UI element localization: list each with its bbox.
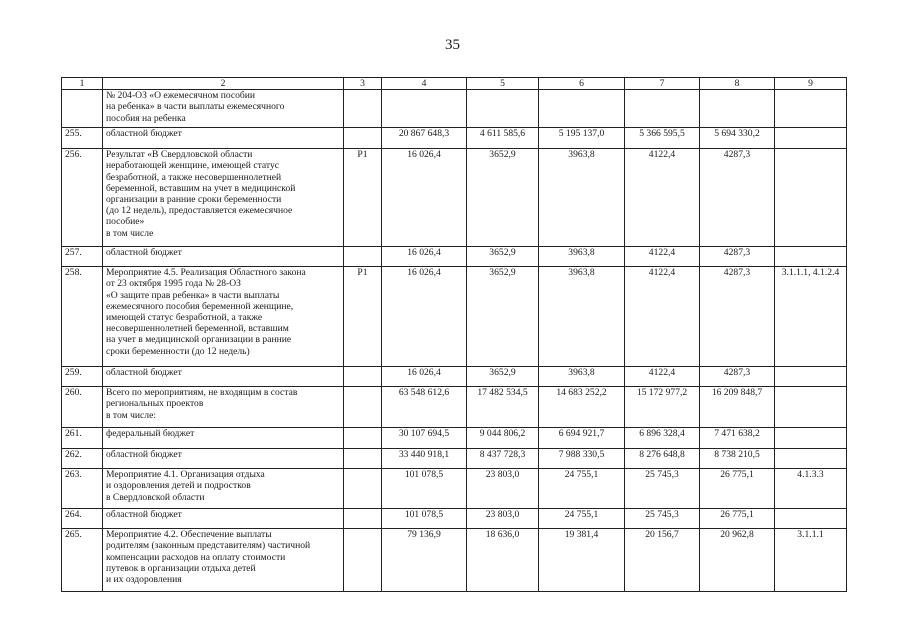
row-description: Мероприятие 4.5. Реализация Областного закона от 23 октября 1995 года № 28-ОЗ «О защите прав ребенка» в части выплаты ежемесячного пособия беременной женщине, имеющей статус безработной, а также несовершеннолетней беременной, вставшим на учет в медицинской организации в ранние сроки беременности (до 12 недель) bbox=[103, 267, 344, 367]
cell-year-3: 6 896 328,4 bbox=[625, 428, 700, 449]
cell-total bbox=[382, 90, 467, 128]
cell-year-2: 24 755,1 bbox=[539, 509, 625, 529]
cell-target-ref bbox=[775, 128, 847, 149]
cell-year-4: 5 694 330,2 bbox=[700, 128, 775, 149]
cell-year-2: 7 988 330,5 bbox=[539, 449, 625, 469]
cell-year-1: 4 611 585,6 bbox=[467, 128, 539, 149]
budget-table bbox=[61, 77, 847, 592]
table-row bbox=[62, 367, 847, 387]
cell-target-ref bbox=[775, 90, 847, 128]
cell-total: 33 440 918,1 bbox=[382, 449, 467, 469]
row-number: 257. bbox=[62, 247, 103, 267]
row-number: 262. bbox=[62, 449, 103, 469]
cell-code bbox=[344, 247, 382, 267]
cell-code: Р1 bbox=[344, 267, 382, 367]
cell-total: 16 026,4 bbox=[382, 267, 467, 367]
cell-target-ref: 4.1.3.3 bbox=[775, 469, 847, 509]
row-number: 261. bbox=[62, 428, 103, 449]
column-number: 9 bbox=[775, 78, 847, 90]
column-number: 5 bbox=[467, 78, 539, 90]
cell-year-1: 18 636,0 bbox=[467, 529, 539, 592]
table-row bbox=[62, 247, 847, 267]
cell-year-1: 3652,9 bbox=[467, 367, 539, 387]
cell-year-3: 5 366 595,5 bbox=[625, 128, 700, 149]
cell-year-4: 8 738 210,5 bbox=[700, 449, 775, 469]
cell-total: 16 026,4 bbox=[382, 247, 467, 267]
cell-year-2: 5 195 137,0 bbox=[539, 128, 625, 149]
table-row bbox=[62, 267, 847, 367]
row-description: Мероприятие 4.2. Обеспечение выплаты родителям (законным представителям) частичной компенсации расходов на оплату стоимости путевок в организации отдыха детей и их оздоровления bbox=[103, 529, 344, 592]
cell-year-1 bbox=[467, 90, 539, 128]
cell-target-ref bbox=[775, 247, 847, 267]
cell-year-2: 24 755,1 bbox=[539, 469, 625, 509]
page-number: 35 bbox=[445, 37, 460, 53]
cell-target-ref bbox=[775, 449, 847, 469]
cell-year-1: 3652,9 bbox=[467, 149, 539, 247]
cell-target-ref bbox=[775, 367, 847, 387]
cell-year-4: 4287,3 bbox=[700, 367, 775, 387]
row-number: 259. bbox=[62, 367, 103, 387]
row-description: областной бюджет bbox=[103, 449, 344, 469]
row-number: 258. bbox=[62, 267, 103, 367]
cell-total: 101 078,5 bbox=[382, 509, 467, 529]
column-number: 4 bbox=[382, 78, 467, 90]
column-number: 3 bbox=[344, 78, 382, 90]
cell-year-3: 4122,4 bbox=[625, 367, 700, 387]
cell-year-1: 3652,9 bbox=[467, 247, 539, 267]
cell-total: 16 026,4 bbox=[382, 367, 467, 387]
cell-total: 63 548 612,6 bbox=[382, 387, 467, 428]
cell-code bbox=[344, 469, 382, 509]
cell-year-3: 4122,4 bbox=[625, 247, 700, 267]
row-number bbox=[62, 90, 103, 128]
cell-code bbox=[344, 428, 382, 449]
column-number: 7 bbox=[625, 78, 700, 90]
cell-total: 101 078,5 bbox=[382, 469, 467, 509]
cell-total: 16 026,4 bbox=[382, 149, 467, 247]
cell-code bbox=[344, 529, 382, 592]
cell-year-2 bbox=[539, 90, 625, 128]
cell-year-4: 4287,3 bbox=[700, 149, 775, 247]
cell-total: 20 867 648,3 bbox=[382, 128, 467, 149]
cell-year-4: 7 471 638,2 bbox=[700, 428, 775, 449]
cell-year-2: 6 694 921,7 bbox=[539, 428, 625, 449]
cell-year-2: 14 683 252,2 bbox=[539, 387, 625, 428]
table-row bbox=[62, 387, 847, 428]
cell-year-4: 4287,3 bbox=[700, 247, 775, 267]
cell-year-4: 16 209 848,7 bbox=[700, 387, 775, 428]
cell-year-1: 8 437 728,3 bbox=[467, 449, 539, 469]
row-description: Мероприятие 4.1. Организация отдыха и оздоровления детей и подростков в Свердловской области bbox=[103, 469, 344, 509]
cell-code bbox=[344, 128, 382, 149]
cell-year-3: 4122,4 bbox=[625, 267, 700, 367]
cell-year-2: 3963,8 bbox=[539, 149, 625, 247]
column-number-row bbox=[62, 78, 847, 90]
table-row bbox=[62, 149, 847, 247]
cell-year-3: 25 745,3 bbox=[625, 509, 700, 529]
cell-year-1: 17 482 534,5 bbox=[467, 387, 539, 428]
cell-target-ref: 3.1.1.1 bbox=[775, 529, 847, 592]
cell-target-ref bbox=[775, 428, 847, 449]
row-description: областной бюджет bbox=[103, 128, 344, 149]
row-description: федеральный бюджет bbox=[103, 428, 344, 449]
table-row bbox=[62, 90, 847, 128]
cell-year-2: 3963,8 bbox=[539, 247, 625, 267]
cell-year-4: 26 775,1 bbox=[700, 469, 775, 509]
column-number: 1 bbox=[62, 78, 103, 90]
table-row bbox=[62, 428, 847, 449]
cell-year-1: 3652,9 bbox=[467, 267, 539, 367]
table-row bbox=[62, 529, 847, 592]
table-row bbox=[62, 469, 847, 509]
row-number: 265. bbox=[62, 529, 103, 592]
cell-code bbox=[344, 367, 382, 387]
cell-year-3: 15 172 977,2 bbox=[625, 387, 700, 428]
table-row bbox=[62, 449, 847, 469]
row-description: Всего по мероприятиям, не входящим в состав региональных проектов в том числе: bbox=[103, 387, 344, 428]
cell-year-3: 20 156,7 bbox=[625, 529, 700, 592]
row-description: Результат «В Свердловской области неработающей женщине, имеющей статус безработной, а также несовершеннолетней беременной, вставшим на учет в медицинской организации в ранние сроки беременности (до 12 недель), предоставляется ежемесячное пособие» в том числе bbox=[103, 149, 344, 247]
column-number: 8 bbox=[700, 78, 775, 90]
cell-target-ref bbox=[775, 387, 847, 428]
cell-year-2: 19 381,4 bbox=[539, 529, 625, 592]
cell-total: 79 136,9 bbox=[382, 529, 467, 592]
cell-target-ref: 3.1.1.1, 4.1.2.4 bbox=[775, 267, 847, 367]
cell-year-4 bbox=[700, 90, 775, 128]
row-description: областной бюджет bbox=[103, 509, 344, 529]
cell-year-2: 3963,8 bbox=[539, 367, 625, 387]
row-number: 256. bbox=[62, 149, 103, 247]
cell-year-4: 20 962,8 bbox=[700, 529, 775, 592]
cell-year-4: 26 775,1 bbox=[700, 509, 775, 529]
cell-total: 30 107 694,5 bbox=[382, 428, 467, 449]
cell-year-3 bbox=[625, 90, 700, 128]
cell-year-3: 4122,4 bbox=[625, 149, 700, 247]
row-number: 263. bbox=[62, 469, 103, 509]
cell-year-2: 3963,8 bbox=[539, 267, 625, 367]
row-description: областной бюджет bbox=[103, 247, 344, 267]
row-number: 264. bbox=[62, 509, 103, 529]
row-description: областной бюджет bbox=[103, 367, 344, 387]
column-number: 6 bbox=[539, 78, 625, 90]
cell-year-1: 23 803,0 bbox=[467, 469, 539, 509]
column-number: 2 bbox=[103, 78, 344, 90]
row-number: 255. bbox=[62, 128, 103, 149]
row-description: № 204-ОЗ «О ежемесячном пособии на ребенка» в части выплаты ежемесячного пособия на ребенка bbox=[103, 90, 344, 128]
row-number: 260. bbox=[62, 387, 103, 428]
cell-code bbox=[344, 387, 382, 428]
cell-code bbox=[344, 509, 382, 529]
cell-year-4: 4287,3 bbox=[700, 267, 775, 367]
cell-target-ref bbox=[775, 149, 847, 247]
cell-code bbox=[344, 90, 382, 128]
cell-year-3: 8 276 648,8 bbox=[625, 449, 700, 469]
table-row bbox=[62, 509, 847, 529]
cell-code: Р1 bbox=[344, 149, 382, 247]
cell-year-1: 9 044 806,2 bbox=[467, 428, 539, 449]
table-row bbox=[62, 128, 847, 149]
cell-code bbox=[344, 449, 382, 469]
cell-target-ref bbox=[775, 509, 847, 529]
cell-year-1: 23 803,0 bbox=[467, 509, 539, 529]
cell-year-3: 25 745,3 bbox=[625, 469, 700, 509]
